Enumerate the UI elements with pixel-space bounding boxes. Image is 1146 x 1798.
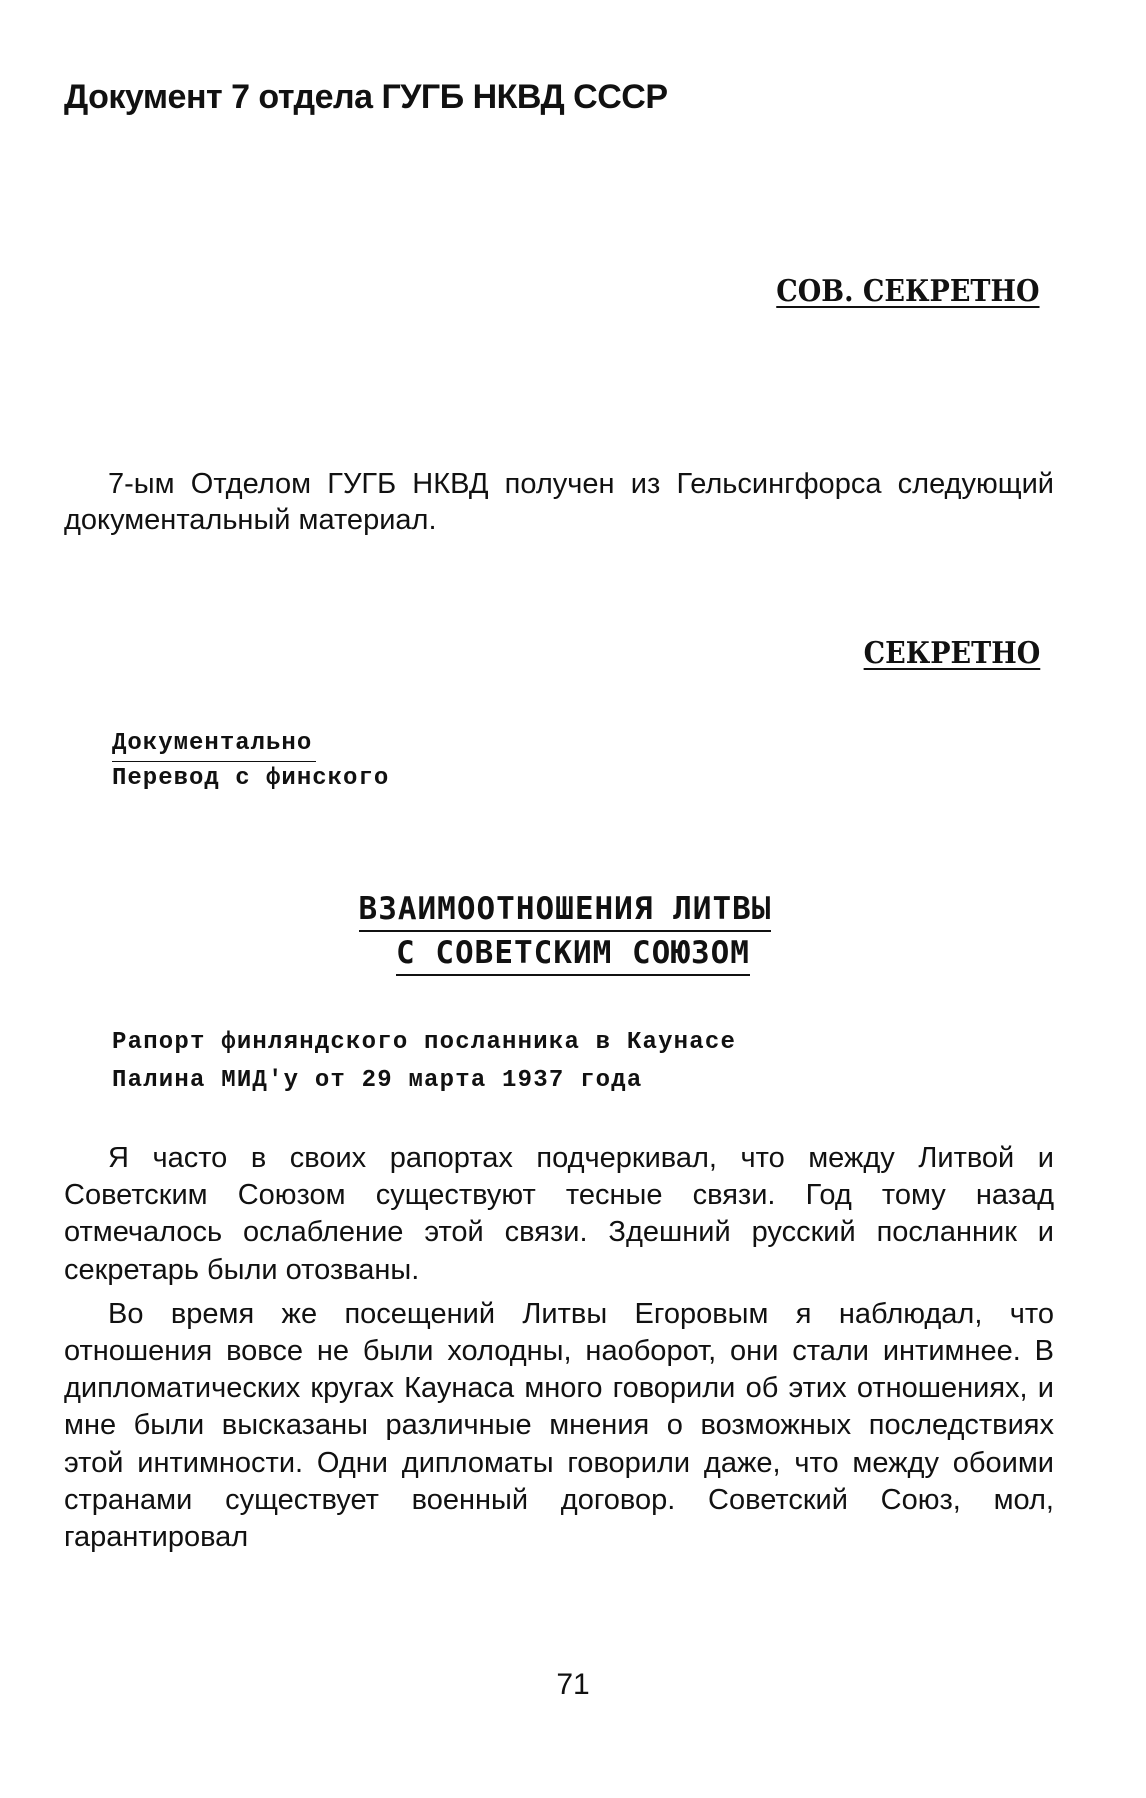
page-number: 71 xyxy=(556,1668,590,1701)
body-paragraph: Я часто в своих рапортах подчеркивал, что между Литвой и Советским Союзом существуют тесные связи. Год тому назад отмечалось ослабление этой связи. Здешний русский посланник и секретарь были отозваны. xyxy=(64,1142,1054,1286)
top-secret-stamp: СОВ. СЕКРЕТНО xyxy=(776,274,1040,309)
document-title-line: ВЗАИМООТНОШЕНИЯ ЛИТВЫ xyxy=(359,888,772,932)
source-note-line: Документально xyxy=(112,727,316,762)
body-paragraph: Во время же посещений Литвы Егоровым я наблюдал, что отношения вовсе не были холодны, наоборот, они стали интимнее. В дипломатических кругах Каунаса много говорили об этих отношениях, и мне были высказаны различные мнения о возможных последствиях этой интимности. Одни дипломаты говорили даже, что между обоими странами существует военный договор. Советский Союз, мол, гарантировал xyxy=(64,1297,1054,1554)
intro-paragraph: 7-ым Отделом ГУГБ НКВД получен из Гельсингфорса следующий документальный материал. xyxy=(64,468,1054,536)
source-note-line: Перевод с финского xyxy=(112,765,390,792)
secret-stamp: СЕКРЕТНО xyxy=(863,636,1040,671)
report-heading-line: Палина МИД'у от 29 марта 1937 года xyxy=(112,1067,643,1094)
body-text xyxy=(64,1140,1054,1563)
source-note xyxy=(112,727,389,796)
document-title-line: С СОВЕТСКИМ СОЮЗОМ xyxy=(396,932,750,976)
report-heading xyxy=(112,1024,736,1100)
report-heading-line: Рапорт финляндского посланника в Каунасе xyxy=(112,1029,737,1056)
document-header: Документ 7 отдела ГУГБ НКВД СССР xyxy=(64,78,668,116)
document-title xyxy=(0,888,1146,976)
